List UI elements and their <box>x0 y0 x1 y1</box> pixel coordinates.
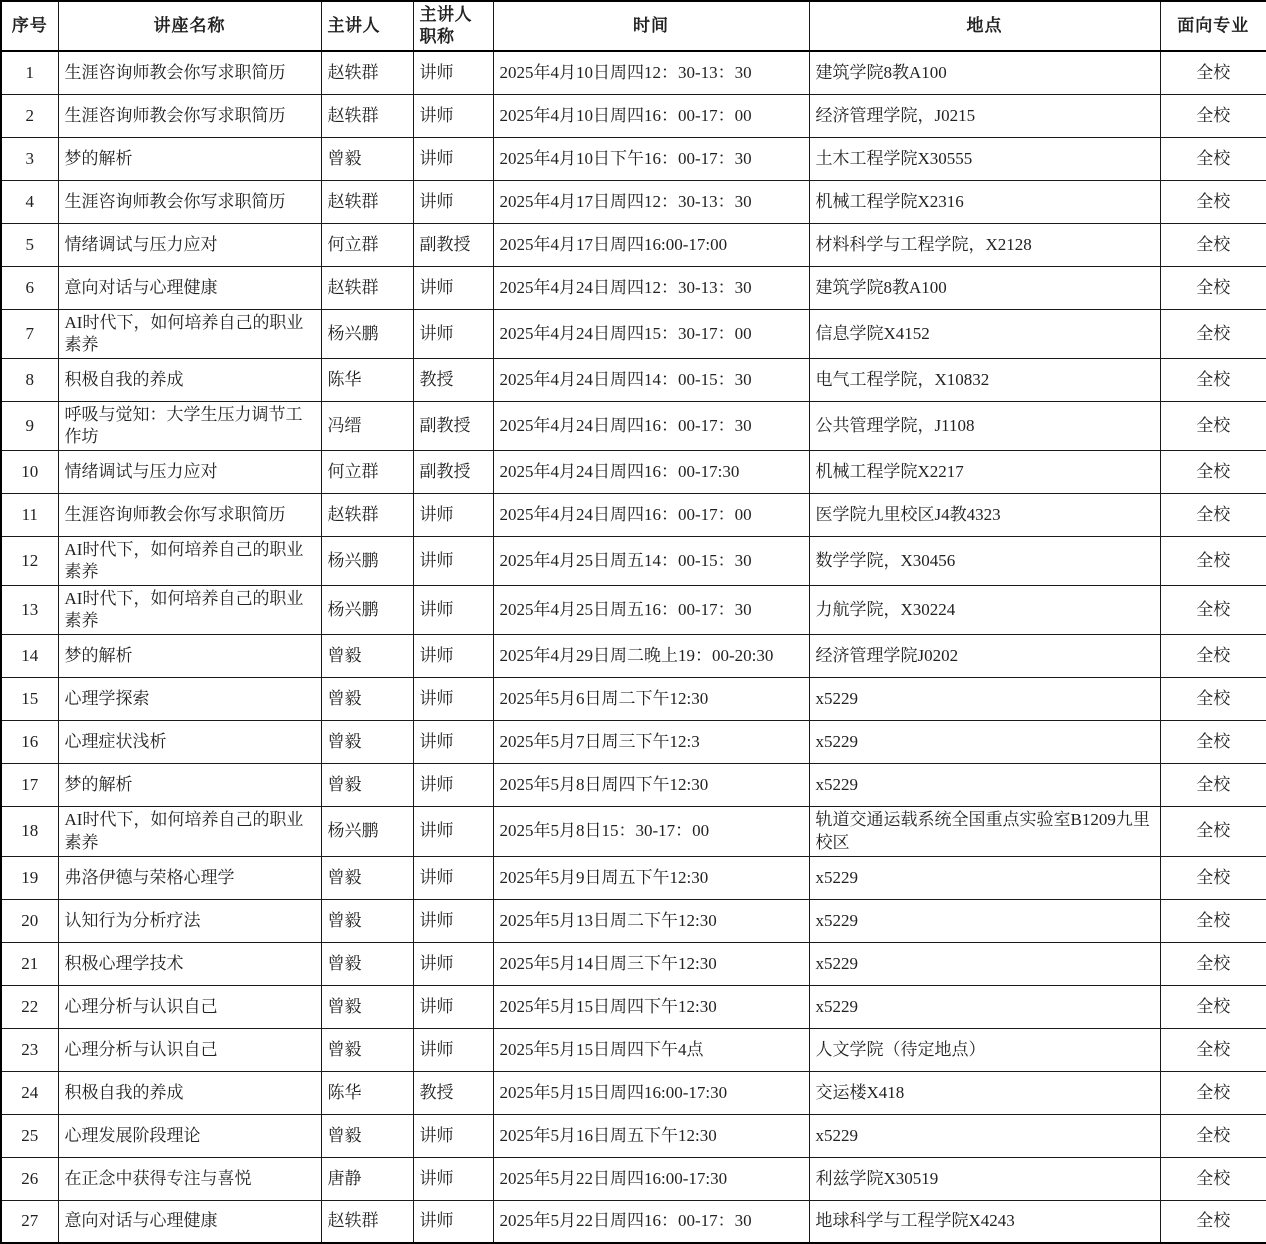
col-header-time: 时间 <box>493 1 809 51</box>
cell-index: 13 <box>1 586 58 635</box>
cell-time: 2025年4月10日下午16：00-17：30 <box>493 137 809 180</box>
cell-speaker-title: 副教授 <box>413 451 493 494</box>
cell-audience: 全校 <box>1160 494 1266 537</box>
cell-time: 2025年5月8日周四下午12:30 <box>493 764 809 807</box>
table-row <box>1 266 1266 309</box>
cell-time: 2025年5月15日周四下午12:30 <box>493 985 809 1028</box>
cell-lecture-name: AI时代下，如何培养自己的职业素养 <box>58 586 321 635</box>
cell-audience: 全校 <box>1160 764 1266 807</box>
table-row <box>1 899 1266 942</box>
cell-index: 5 <box>1 223 58 266</box>
cell-speaker-title: 讲师 <box>413 764 493 807</box>
cell-location: x5229 <box>809 899 1160 942</box>
cell-time: 2025年5月13日周二下午12:30 <box>493 899 809 942</box>
cell-speaker-title: 讲师 <box>413 985 493 1028</box>
cell-speaker: 曾毅 <box>321 137 413 180</box>
cell-audience: 全校 <box>1160 1200 1266 1243</box>
cell-index: 19 <box>1 856 58 899</box>
cell-speaker: 陈华 <box>321 1071 413 1114</box>
table-row <box>1 401 1266 450</box>
cell-speaker-title: 讲师 <box>413 51 493 94</box>
cell-audience: 全校 <box>1160 1071 1266 1114</box>
cell-index: 3 <box>1 137 58 180</box>
cell-speaker: 杨兴鹏 <box>321 309 413 358</box>
table-row <box>1 309 1266 358</box>
cell-lecture-name: AI时代下，如何培养自己的职业素养 <box>58 309 321 358</box>
cell-time: 2025年5月9日周五下午12:30 <box>493 856 809 899</box>
cell-location: 电气工程学院，X10832 <box>809 358 1160 401</box>
cell-index: 26 <box>1 1157 58 1200</box>
table-row <box>1 807 1266 856</box>
table-row <box>1 1071 1266 1114</box>
cell-index: 14 <box>1 635 58 678</box>
cell-lecture-name: 梦的解析 <box>58 137 321 180</box>
cell-speaker: 冯缙 <box>321 401 413 450</box>
table-row <box>1 180 1266 223</box>
cell-speaker-title: 讲师 <box>413 180 493 223</box>
cell-audience: 全校 <box>1160 1114 1266 1157</box>
cell-speaker: 何立群 <box>321 223 413 266</box>
cell-time: 2025年5月15日周四16:00-17:30 <box>493 1071 809 1114</box>
cell-speaker-title: 讲师 <box>413 94 493 137</box>
cell-lecture-name: 在正念中获得专注与喜悦 <box>58 1157 321 1200</box>
cell-speaker: 赵轶群 <box>321 1200 413 1243</box>
table-row <box>1 942 1266 985</box>
cell-location: 数学学院，X30456 <box>809 537 1160 586</box>
cell-lecture-name: 梦的解析 <box>58 764 321 807</box>
cell-audience: 全校 <box>1160 401 1266 450</box>
cell-speaker-title: 讲师 <box>413 1200 493 1243</box>
cell-lecture-name: 意向对话与心理健康 <box>58 266 321 309</box>
table-row <box>1 94 1266 137</box>
cell-index: 23 <box>1 1028 58 1071</box>
cell-speaker-title: 讲师 <box>413 537 493 586</box>
header-row <box>1 1 1266 51</box>
cell-speaker-title: 讲师 <box>413 137 493 180</box>
cell-lecture-name: 认知行为分析疗法 <box>58 899 321 942</box>
cell-speaker: 曾毅 <box>321 721 413 764</box>
table-row <box>1 985 1266 1028</box>
cell-lecture-name: AI时代下，如何培养自己的职业素养 <box>58 537 321 586</box>
cell-lecture-name: 生涯咨询师教会你写求职简历 <box>58 494 321 537</box>
cell-speaker-title: 讲师 <box>413 635 493 678</box>
cell-speaker: 杨兴鹏 <box>321 537 413 586</box>
cell-speaker-title: 讲师 <box>413 807 493 856</box>
table-row <box>1 1200 1266 1243</box>
cell-speaker: 赵轶群 <box>321 51 413 94</box>
cell-lecture-name: 积极自我的养成 <box>58 1071 321 1114</box>
cell-location: 机械工程学院X2316 <box>809 180 1160 223</box>
cell-lecture-name: 心理分析与认识自己 <box>58 1028 321 1071</box>
cell-time: 2025年5月6日周二下午12:30 <box>493 678 809 721</box>
cell-location: x5229 <box>809 856 1160 899</box>
cell-location: 人文学院（待定地点） <box>809 1028 1160 1071</box>
cell-time: 2025年5月14日周三下午12:30 <box>493 942 809 985</box>
cell-speaker: 杨兴鹏 <box>321 807 413 856</box>
cell-speaker: 唐静 <box>321 1157 413 1200</box>
cell-lecture-name: 呼吸与觉知：大学生压力调节工作坊 <box>58 401 321 450</box>
table-row <box>1 1028 1266 1071</box>
cell-audience: 全校 <box>1160 451 1266 494</box>
cell-speaker-title: 讲师 <box>413 721 493 764</box>
cell-index: 24 <box>1 1071 58 1114</box>
cell-audience: 全校 <box>1160 309 1266 358</box>
table-row <box>1 451 1266 494</box>
cell-index: 21 <box>1 942 58 985</box>
cell-lecture-name: 生涯咨询师教会你写求职简历 <box>58 51 321 94</box>
table-row <box>1 764 1266 807</box>
cell-time: 2025年5月22日周四16：00-17：30 <box>493 1200 809 1243</box>
table-row <box>1 223 1266 266</box>
cell-time: 2025年4月10日周四16：00-17：00 <box>493 94 809 137</box>
cell-time: 2025年4月17日周四12：30-13：30 <box>493 180 809 223</box>
cell-lecture-name: AI时代下，如何培养自己的职业素养 <box>58 807 321 856</box>
cell-time: 2025年4月24日周四12：30-13：30 <box>493 266 809 309</box>
cell-speaker-title: 讲师 <box>413 1028 493 1071</box>
cell-location: x5229 <box>809 1114 1160 1157</box>
cell-speaker-title: 讲师 <box>413 678 493 721</box>
cell-audience: 全校 <box>1160 856 1266 899</box>
cell-time: 2025年4月24日周四16：00-17：30 <box>493 401 809 450</box>
cell-time: 2025年5月16日周五下午12:30 <box>493 1114 809 1157</box>
cell-index: 12 <box>1 537 58 586</box>
cell-location: 地球科学与工程学院X4243 <box>809 1200 1160 1243</box>
cell-speaker: 曾毅 <box>321 678 413 721</box>
col-header-lecture-name: 讲座名称 <box>58 1 321 51</box>
cell-lecture-name: 积极心理学技术 <box>58 942 321 985</box>
cell-index: 22 <box>1 985 58 1028</box>
cell-speaker: 赵轶群 <box>321 180 413 223</box>
table-row <box>1 678 1266 721</box>
cell-speaker: 何立群 <box>321 451 413 494</box>
cell-audience: 全校 <box>1160 223 1266 266</box>
cell-audience: 全校 <box>1160 1157 1266 1200</box>
cell-index: 10 <box>1 451 58 494</box>
cell-speaker: 曾毅 <box>321 1114 413 1157</box>
cell-location: 建筑学院8教A100 <box>809 266 1160 309</box>
cell-location: 土木工程学院X30555 <box>809 137 1160 180</box>
cell-speaker: 赵轶群 <box>321 494 413 537</box>
cell-lecture-name: 弗洛伊德与荣格心理学 <box>58 856 321 899</box>
cell-location: 建筑学院8教A100 <box>809 51 1160 94</box>
cell-audience: 全校 <box>1160 899 1266 942</box>
cell-time: 2025年5月8日15：30-17：00 <box>493 807 809 856</box>
cell-location: x5229 <box>809 985 1160 1028</box>
cell-speaker: 曾毅 <box>321 635 413 678</box>
table-row <box>1 586 1266 635</box>
cell-speaker: 赵轶群 <box>321 266 413 309</box>
cell-speaker-title: 讲师 <box>413 586 493 635</box>
cell-index: 17 <box>1 764 58 807</box>
cell-lecture-name: 心理学探索 <box>58 678 321 721</box>
cell-location: 机械工程学院X2217 <box>809 451 1160 494</box>
cell-speaker-title: 讲师 <box>413 494 493 537</box>
cell-audience: 全校 <box>1160 180 1266 223</box>
cell-audience: 全校 <box>1160 678 1266 721</box>
table-row <box>1 1157 1266 1200</box>
cell-time: 2025年4月25日周五14：00-15：30 <box>493 537 809 586</box>
cell-location: 医学院九里校区J4教4323 <box>809 494 1160 537</box>
cell-location: x5229 <box>809 764 1160 807</box>
cell-index: 2 <box>1 94 58 137</box>
cell-audience: 全校 <box>1160 586 1266 635</box>
cell-speaker-title: 讲师 <box>413 1114 493 1157</box>
cell-time: 2025年4月25日周五16：00-17：30 <box>493 586 809 635</box>
cell-index: 27 <box>1 1200 58 1243</box>
cell-lecture-name: 心理发展阶段理论 <box>58 1114 321 1157</box>
cell-speaker: 曾毅 <box>321 856 413 899</box>
cell-speaker: 曾毅 <box>321 764 413 807</box>
cell-lecture-name: 梦的解析 <box>58 635 321 678</box>
cell-index: 4 <box>1 180 58 223</box>
cell-speaker-title: 讲师 <box>413 942 493 985</box>
table-row <box>1 721 1266 764</box>
cell-lecture-name: 心理症状浅析 <box>58 721 321 764</box>
cell-audience: 全校 <box>1160 942 1266 985</box>
cell-lecture-name: 情绪调试与压力应对 <box>58 223 321 266</box>
cell-location: 信息学院X4152 <box>809 309 1160 358</box>
cell-speaker-title: 副教授 <box>413 223 493 266</box>
cell-time: 2025年4月24日周四16：00-17:30 <box>493 451 809 494</box>
cell-time: 2025年5月15日周四下午4点 <box>493 1028 809 1071</box>
cell-index: 1 <box>1 51 58 94</box>
cell-lecture-name: 生涯咨询师教会你写求职简历 <box>58 94 321 137</box>
cell-speaker-title: 副教授 <box>413 401 493 450</box>
cell-audience: 全校 <box>1160 635 1266 678</box>
table-body <box>1 51 1266 1243</box>
cell-audience: 全校 <box>1160 985 1266 1028</box>
cell-speaker-title: 讲师 <box>413 856 493 899</box>
cell-index: 25 <box>1 1114 58 1157</box>
cell-speaker-title: 教授 <box>413 1071 493 1114</box>
table-row <box>1 358 1266 401</box>
table-row <box>1 635 1266 678</box>
cell-time: 2025年4月24日周四16：00-17：00 <box>493 494 809 537</box>
table-row <box>1 1114 1266 1157</box>
cell-audience: 全校 <box>1160 807 1266 856</box>
cell-index: 16 <box>1 721 58 764</box>
cell-index: 11 <box>1 494 58 537</box>
cell-location: 公共管理学院，J1108 <box>809 401 1160 450</box>
cell-time: 2025年5月7日周三下午12:3 <box>493 721 809 764</box>
cell-audience: 全校 <box>1160 721 1266 764</box>
cell-location: 经济管理学院J0202 <box>809 635 1160 678</box>
cell-speaker-title: 教授 <box>413 358 493 401</box>
cell-audience: 全校 <box>1160 266 1266 309</box>
cell-location: 轨道交通运载系统全国重点实验室B1209九里校区 <box>809 807 1160 856</box>
col-header-speaker: 主讲人 <box>321 1 413 51</box>
cell-speaker-title: 讲师 <box>413 309 493 358</box>
cell-audience: 全校 <box>1160 94 1266 137</box>
cell-speaker: 杨兴鹏 <box>321 586 413 635</box>
cell-index: 15 <box>1 678 58 721</box>
cell-audience: 全校 <box>1160 358 1266 401</box>
cell-time: 2025年4月24日周四14：00-15：30 <box>493 358 809 401</box>
cell-time: 2025年4月24日周四15：30-17：00 <box>493 309 809 358</box>
cell-speaker-title: 讲师 <box>413 266 493 309</box>
table-row <box>1 537 1266 586</box>
table-row <box>1 51 1266 94</box>
cell-index: 18 <box>1 807 58 856</box>
cell-index: 6 <box>1 266 58 309</box>
cell-speaker: 陈华 <box>321 358 413 401</box>
table-row <box>1 137 1266 180</box>
cell-index: 20 <box>1 899 58 942</box>
cell-time: 2025年4月10日周四12：30-13：30 <box>493 51 809 94</box>
col-header-speaker-title: 主讲人职称 <box>413 1 493 51</box>
cell-audience: 全校 <box>1160 137 1266 180</box>
cell-location: 利兹学院X30519 <box>809 1157 1160 1200</box>
cell-time: 2025年5月22日周四16:00-17:30 <box>493 1157 809 1200</box>
cell-location: x5229 <box>809 942 1160 985</box>
cell-audience: 全校 <box>1160 1028 1266 1071</box>
cell-time: 2025年4月17日周四16:00-17:00 <box>493 223 809 266</box>
cell-lecture-name: 心理分析与认识自己 <box>58 985 321 1028</box>
cell-speaker: 曾毅 <box>321 899 413 942</box>
cell-location: 交运楼X418 <box>809 1071 1160 1114</box>
cell-location: x5229 <box>809 721 1160 764</box>
cell-audience: 全校 <box>1160 537 1266 586</box>
cell-location: x5229 <box>809 678 1160 721</box>
col-header-audience: 面向专业 <box>1160 1 1266 51</box>
col-header-index: 序号 <box>1 1 58 51</box>
cell-time: 2025年4月29日周二晚上19：00-20:30 <box>493 635 809 678</box>
cell-index: 8 <box>1 358 58 401</box>
cell-speaker: 曾毅 <box>321 1028 413 1071</box>
cell-index: 9 <box>1 401 58 450</box>
cell-index: 7 <box>1 309 58 358</box>
cell-speaker: 曾毅 <box>321 942 413 985</box>
cell-speaker: 赵轶群 <box>321 94 413 137</box>
cell-location: 经济管理学院，J0215 <box>809 94 1160 137</box>
cell-audience: 全校 <box>1160 51 1266 94</box>
cell-speaker-title: 讲师 <box>413 1157 493 1200</box>
cell-lecture-name: 情绪调试与压力应对 <box>58 451 321 494</box>
cell-lecture-name: 意向对话与心理健康 <box>58 1200 321 1243</box>
cell-lecture-name: 积极自我的养成 <box>58 358 321 401</box>
cell-location: 力航学院，X30224 <box>809 586 1160 635</box>
table-row <box>1 856 1266 899</box>
cell-location: 材料科学与工程学院，X2128 <box>809 223 1160 266</box>
cell-lecture-name: 生涯咨询师教会你写求职简历 <box>58 180 321 223</box>
cell-speaker-title: 讲师 <box>413 899 493 942</box>
col-header-location: 地点 <box>809 1 1160 51</box>
table-row <box>1 494 1266 537</box>
cell-speaker: 曾毅 <box>321 985 413 1028</box>
